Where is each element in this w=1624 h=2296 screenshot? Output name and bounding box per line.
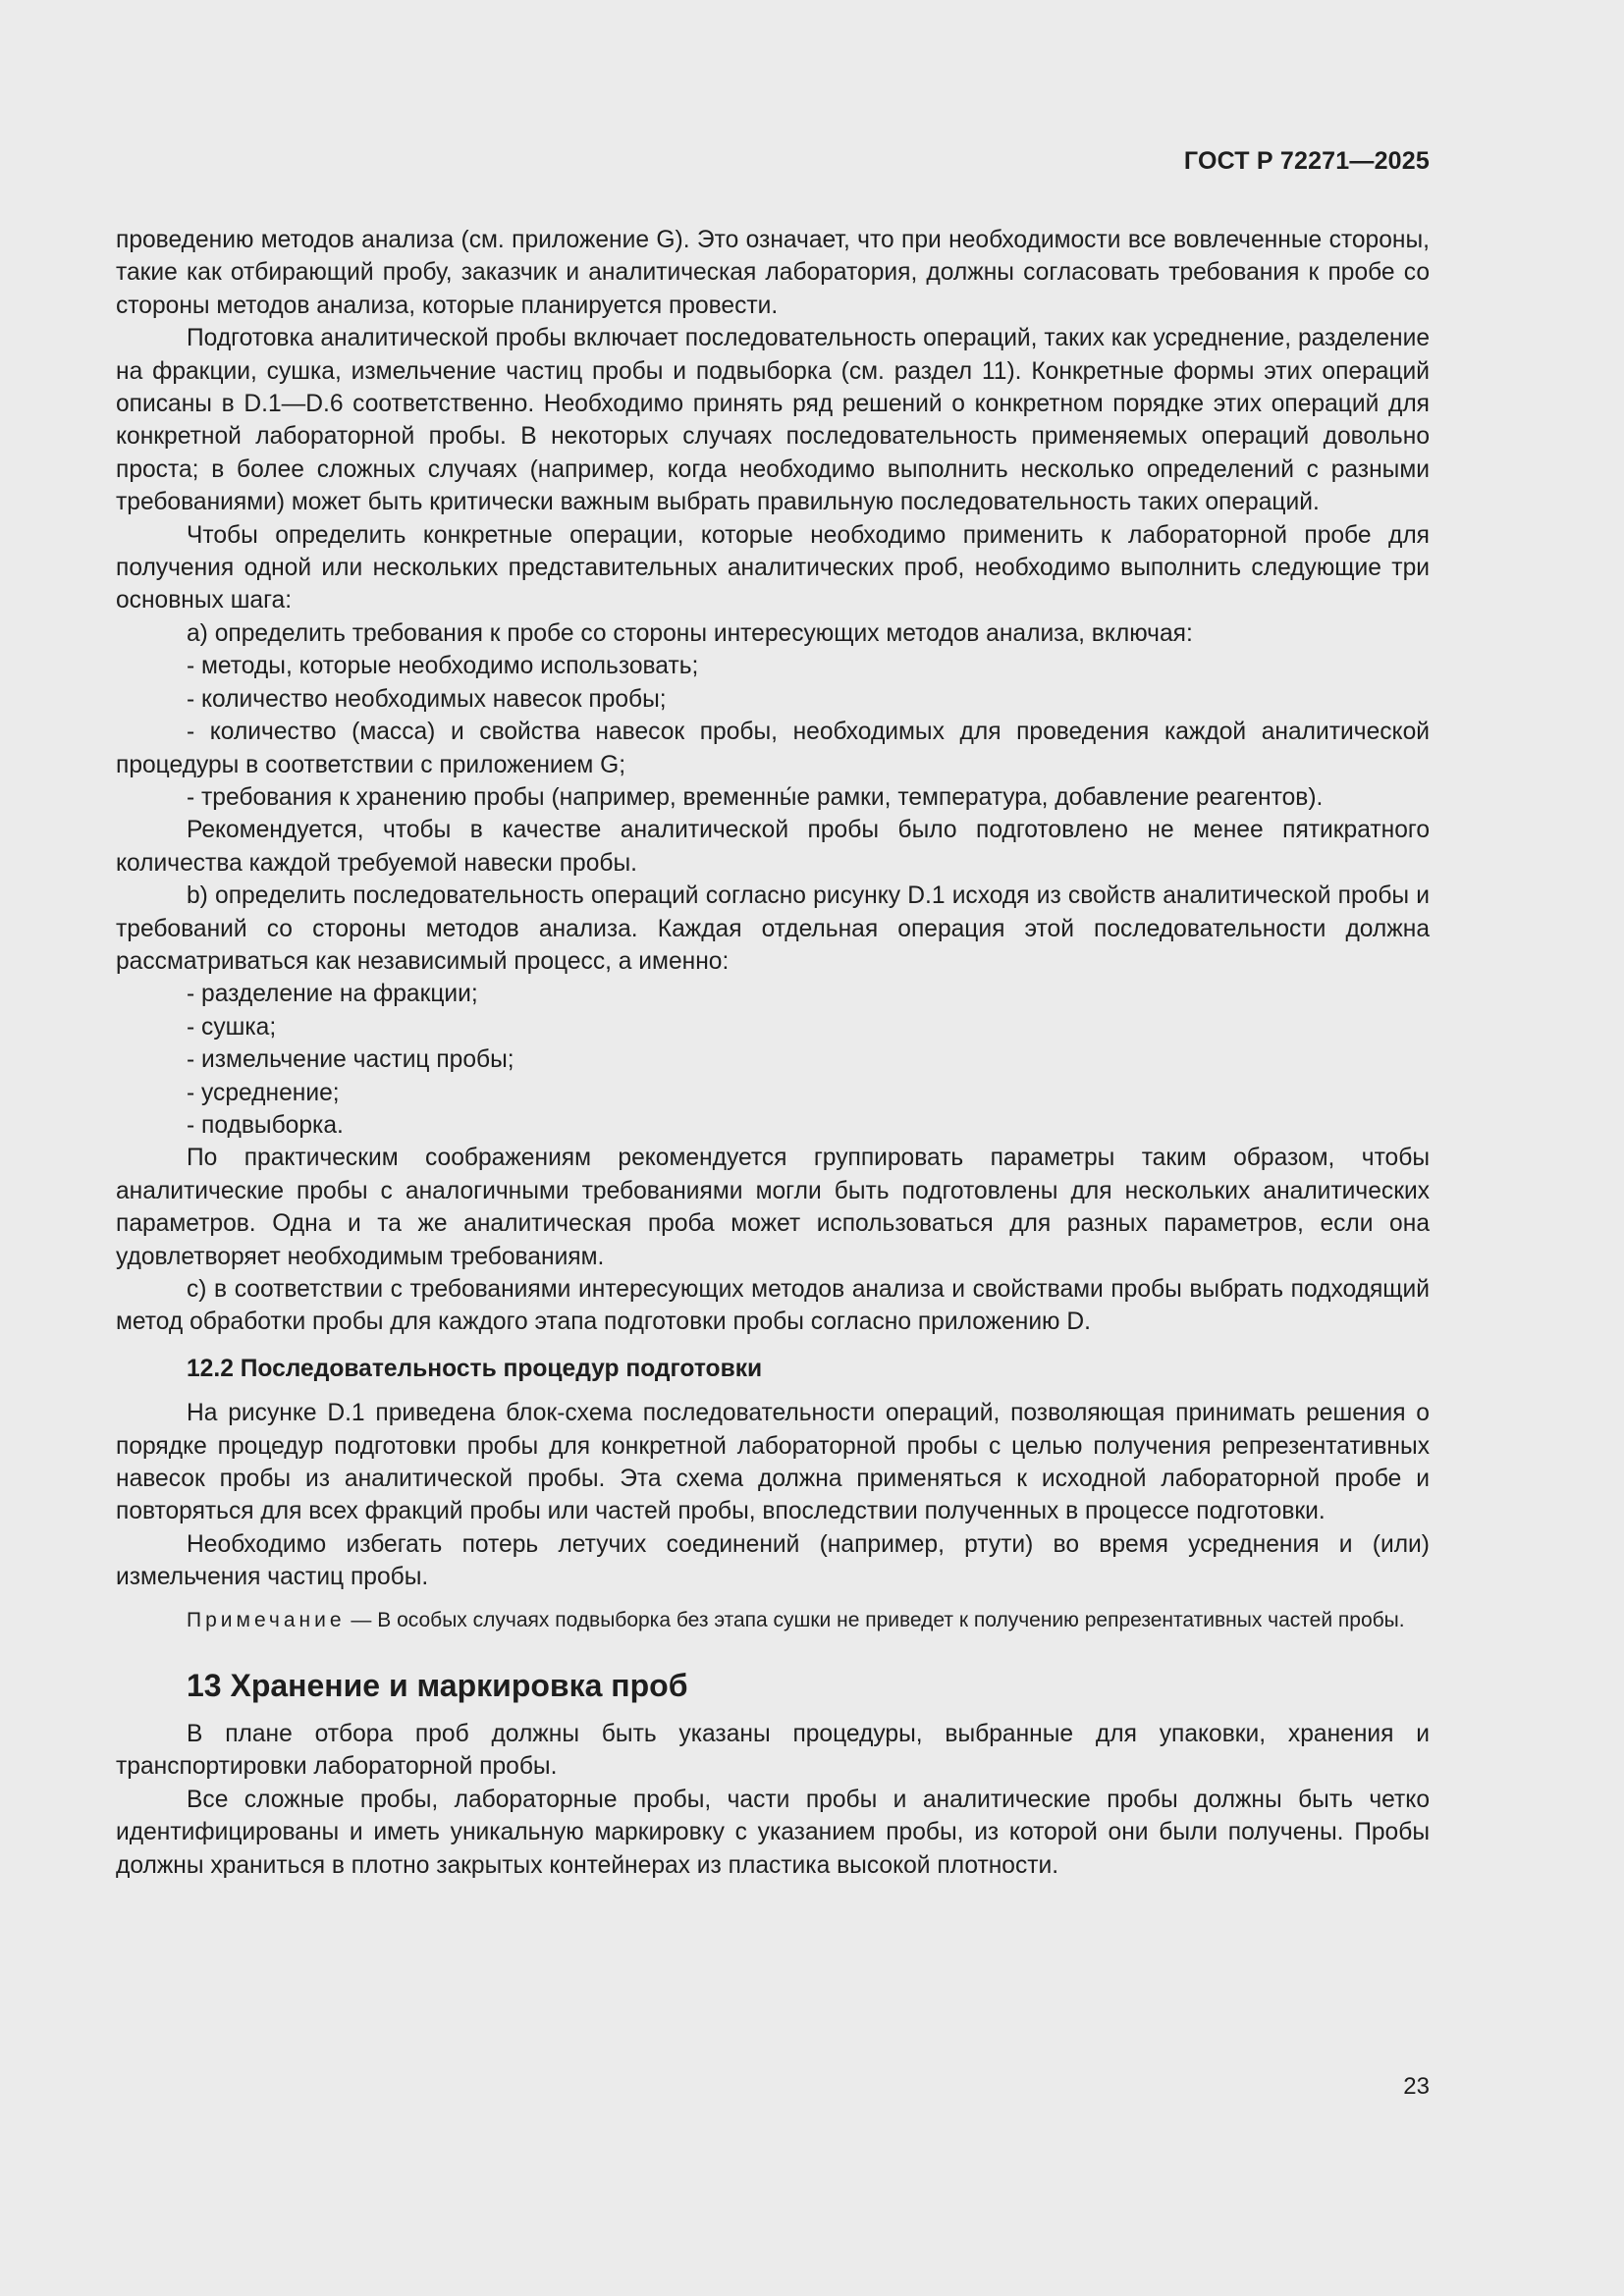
paragraph: На рисунке D.1 приведена блок-схема последовательности операций, позволяющая принимать решения о порядке процедур подготовки пробы для конкретной лабораторной пробы с целью получения репрезентативных навесок пробы из аналитической пробы. Эта схема должна применяться к исходной лабораторной пробе и повторяться для всех фракций пробы или частей пробы, впоследствии полученных в процессе подготовки. [116, 1400, 1430, 1525]
paragraph: Чтобы определить конкретные операции, которые необходимо применить к лабораторной пробе для получения одной или нескольких представительных аналитических проб, необходимо выполнить следующие три основных шага: [116, 521, 1430, 614]
document-body [116, 224, 1430, 1882]
list-item: - подвыборка. [187, 1111, 344, 1139]
list-item: a) определить требования к пробе со стороны интересующих методов анализа, включая: [187, 619, 1193, 647]
note-text: — В особых случаях подвыборка без этапа сушки не приведет к получению репрезентативных частей пробы. [345, 1608, 1405, 1631]
document-id-header: ГОСТ Р 72271—2025 [1183, 147, 1430, 175]
paragraph: По практическим соображениям рекомендуется группировать параметры таким образом, чтобы аналитические пробы с аналогичными требованиями могли быть подготовлены для нескольких аналитических параметров. Одна и та же аналитическая проба может использоваться для разных параметров, если она удовлетворяет необходимым требованиям. [116, 1145, 1430, 1270]
subsection-heading: 12.2 Последовательность процедур подготовки [187, 1355, 763, 1382]
paragraph: Все сложные пробы, лабораторные пробы, части пробы и аналитические пробы должны быть четко идентифицированы и иметь уникальную маркировку с указанием пробы, из которой они были получены. Пробы должны храниться в плотно закрытых контейнерах из пластика высокой плотности. [116, 1786, 1430, 1879]
list-item: - измельчение частиц пробы; [187, 1046, 514, 1074]
paragraph: Подготовка аналитической пробы включает последовательность операций, таких как усреднение, разделение на фракции, сушка, измельчение частиц пробы и подвыборка (см. раздел 11). Конкретные формы этих операций описаны в D.1—D.6 соответственно. Необходимо принять ряд решений о конкретном порядке этих операций для конкретной лабораторной пробы. В некоторых случаях последовательность применяемых операций довольно проста; в более сложных случаях (например, когда необходимо выполнить несколько определений с разными требованиями) может быть критически важным выбрать правильную последовательность таких операций. [116, 325, 1430, 516]
page-number: 23 [1403, 2073, 1430, 2100]
list-item: - требования к хранению пробы (например, временны́е рамки, температура, добавление реагентов). [187, 783, 1324, 811]
note [116, 1606, 1430, 1634]
paragraph: проведению методов анализа (см. приложение G). Это означает, что при необходимости все вовлеченные стороны, такие как отбирающий пробу, заказчик и аналитическая лаборатория, должны согласовать требования к пробе со стороны методов анализа, которые планируется провести. [116, 227, 1430, 319]
list-item: b) определить последовательность операций согласно рисунку D.1 исходя из свойств аналитической пробы и требований со стороны методов анализа. Каждая отдельная операция этой последовательности должна рассматриваться как независимый процесс, а именно: [116, 882, 1430, 975]
list-item: - методы, которые необходимо использовать; [187, 653, 699, 680]
paragraph: В плане отбора проб должны быть указаны процедуры, выбранные для упаковки, хранения и транспортировки лабораторной пробы. [116, 1721, 1430, 1781]
list-item: c) в соответствии с требованиями интересующих методов анализа и свойствами пробы выбрать подходящий метод обработки пробы для каждого этапа подготовки пробы согласно приложению D. [116, 1276, 1430, 1336]
list-item: - разделение на фракции; [187, 981, 478, 1008]
paragraph: Необходимо избегать потерь летучих соединений (например, ртути) во время усреднения и (или) измельчения частиц пробы. [116, 1530, 1430, 1591]
paragraph: Рекомендуется, чтобы в качестве аналитической пробы было подготовлено не менее пятикратного количества каждой требуемой навески пробы. [116, 817, 1430, 877]
section-heading: 13 Хранение и маркировка проб [187, 1667, 688, 1703]
list-item: - сушка; [187, 1013, 277, 1041]
list-item: - количество необходимых навесок пробы; [187, 685, 667, 713]
note-label: Примечание [187, 1608, 346, 1631]
list-item: - усреднение; [187, 1079, 340, 1106]
list-item: - количество (масса) и свойства навесок пробы, необходимых для проведения каждой аналитической процедуры в соответствии с приложением G; [116, 719, 1430, 778]
